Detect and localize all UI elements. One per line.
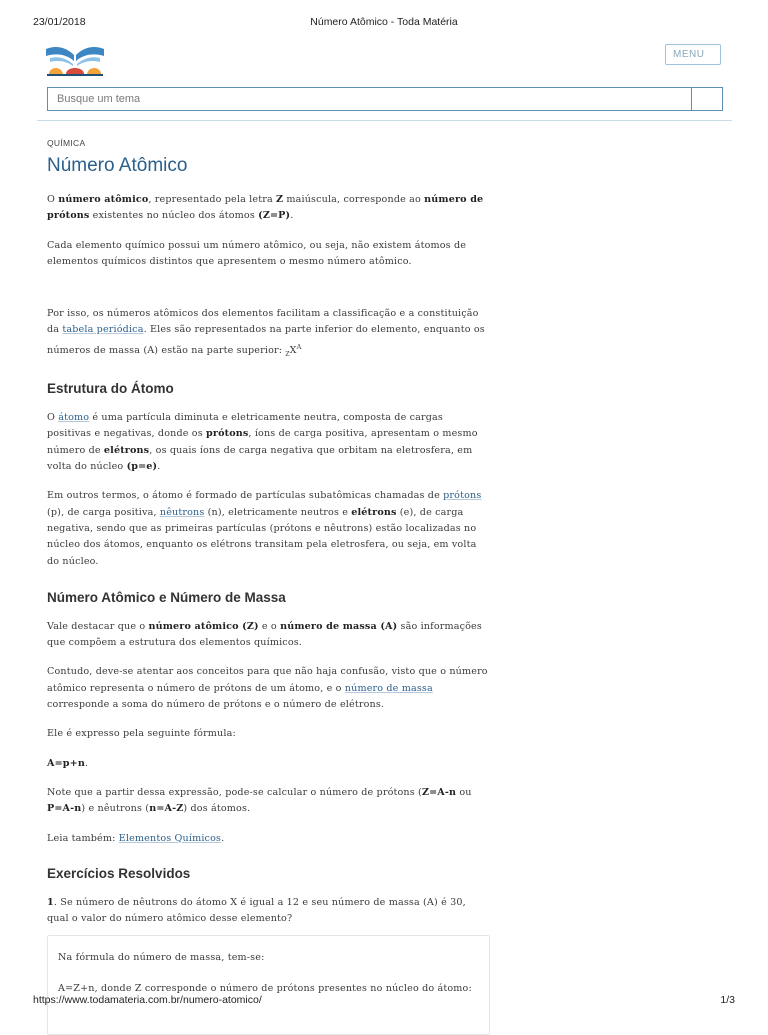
search-button[interactable] [691,87,723,111]
read-also: Leia também: Elementos Químicos. [47,832,225,844]
link-elementos-quimicos[interactable]: Elementos Químicos [118,832,222,844]
section-heading-exercicios: Exercícios Resolvidos [47,865,191,881]
link-atomo[interactable]: átomo [58,412,90,424]
page-title: Número Atômico [47,155,188,176]
exercise-question: 1. Se número de nêutrons do átomo X é igual a 12 e seu número de massa (A) é 30, qual o valor do número atômico desse elemento? [47,896,466,925]
print-footer [33,994,735,1008]
menu-button[interactable]: MENU [665,44,721,65]
article [47,138,490,1035]
paragraph: Em outros termos, o átomo é formado de partículas subatômicas chamadas de prótons (p), de carga positiva, nêutrons (n), eletricamente neutros e elétrons (e), de carga negativa, sendo que as primeiras partículas (prótons e nêutrons) estão localizadas no núcleo dos átomos, enquanto os elétrons transitam pela eletrosfera, ou seja, em volta do núcleo. [47,490,482,567]
link-neutrons[interactable]: nêutrons [159,506,205,518]
page-number: 1/3 [720,994,735,1006]
print-header [33,16,735,30]
section-heading-numero-massa: Número Atômico e Número de Massa [47,589,286,605]
site-logo[interactable] [44,43,106,79]
formula: A=p+n. [47,757,89,769]
category-link[interactable]: QUÍMICA [47,138,86,148]
paragraph: Contudo, deve-se atentar aos conceitos para que não haja confusão, visto que o número atômico representa o número de prótons de um átomo, e o número de massa corresponde a soma do número de prótons e o número de elétrons. [47,666,488,711]
paragraph: Vale destacar que o número atômico (Z) e o número de massa (A) são informações que compõem a estrutura dos elementos químicos. [47,620,482,649]
search-input[interactable] [47,87,692,111]
paragraph: Por isso, os números atômicos dos elementos facilitam a classificação e a constituição da tabela periódica. Eles são representados na parte inferior do elemento, enquanto os números de massa (A) estão na parte superior: $_ZX^A$ [47,308,485,358]
print-page-title: Número Atômico - Toda Matéria [310,16,458,28]
intro-paragraph: O número atômico, representado pela letra Z maiúscula, corresponde ao número de prótons existentes no núcleo dos átomos (Z=P). [47,194,484,222]
paragraph: Ele é expresso pela seguinte fórmula: [47,728,236,740]
answer-line: A=Z+n, donde Z corresponde o número de prótons presentes no núcleo do átomo: [58,982,472,994]
link-numero-de-massa[interactable]: número de massa [344,682,433,694]
header-divider [37,120,732,121]
paragraph: O átomo é uma partícula diminuta e eletricamente neutra, composta de cargas positivas e negativas, donde os prótons, íons de carga positiva, apresentam o mesmo número de elétrons, os quais íons de carga negativa que orbitam na eletrosfera, em volta do núcleo (p=e). [47,412,478,473]
book-logo-icon [44,43,106,79]
paragraph: Cada elemento químico possui um número atômico, ou seja, não existem átomos de elementos químicos distintos que apresentem o mesmo número atômico. [47,239,467,267]
print-date: 23/01/2018 [33,16,86,28]
link-protons[interactable]: prótons [443,490,482,502]
print-url: https://www.todamateria.com.br/numero-atomico/ [33,994,262,1006]
section-heading-estrutura: Estrutura do Átomo [47,381,174,397]
answer-line: Na fórmula do número de massa, tem-se: [58,952,265,964]
answer-box [47,935,490,1035]
paragraph: Note que a partir dessa expressão, pode-se calcular o número de prótons (Z=A-n ou P=A-n) e nêutrons (n=A-Z) dos átomos. [47,786,472,815]
search-bar [47,87,723,111]
link-tabela-periodica[interactable]: tabela periódica [62,324,144,336]
